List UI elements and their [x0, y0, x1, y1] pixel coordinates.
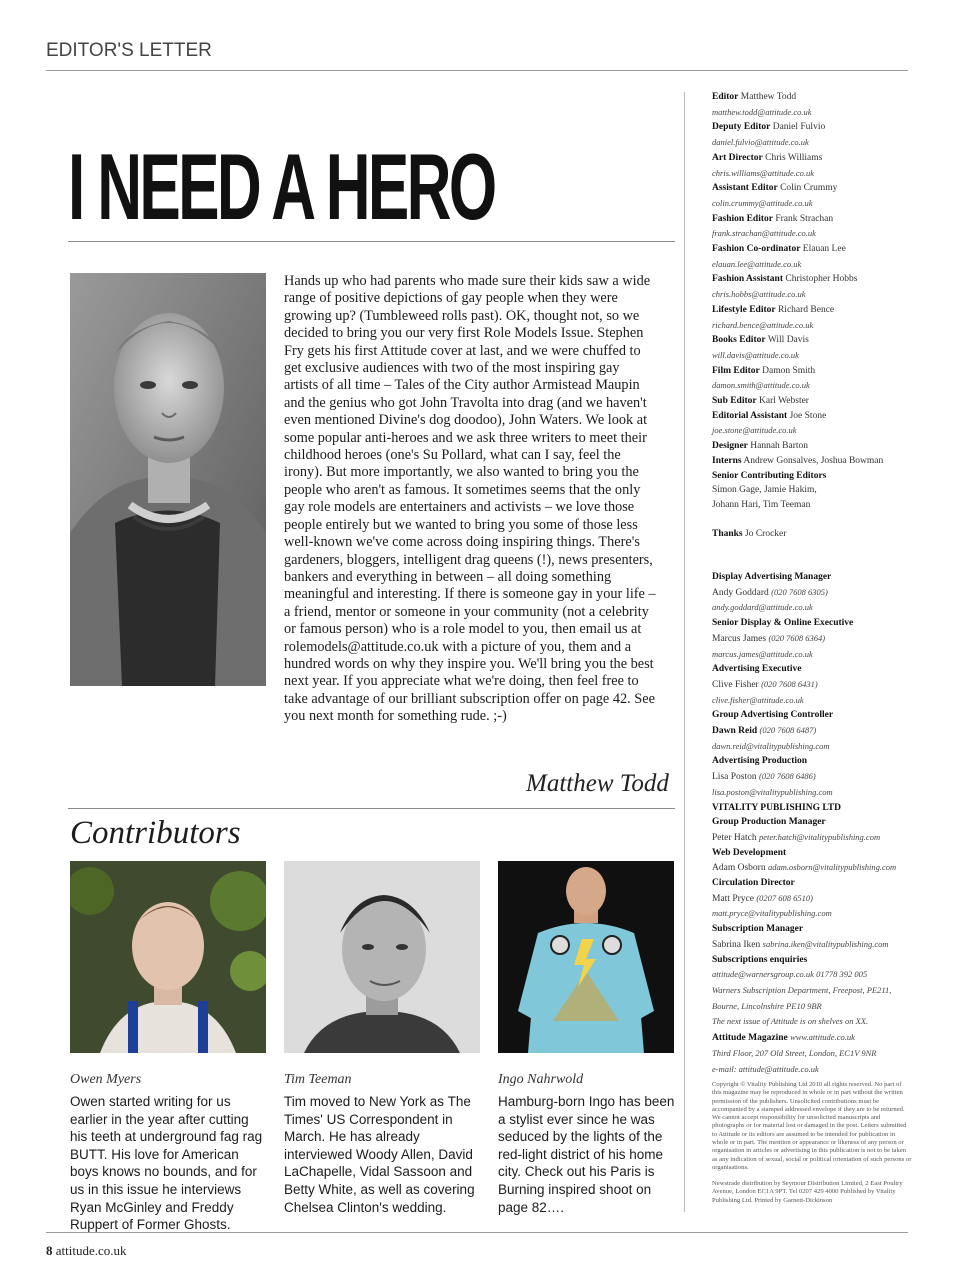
distribution-notice: Newstrade distribution by Seymour Distribution Limited, 2 East Poultry Avenue, London EC1A 9PT. Tel 0207 429 4000 Published by Vitality Publishing Ltd. Printed by Garnett-Dickinson — [712, 1180, 903, 1204]
contributor-photo-tim — [284, 861, 480, 1053]
ads-display-label: Display Advertising Manager — [712, 572, 832, 582]
top-rule — [46, 70, 908, 71]
mast-film: Film Editor Damon Smith — [712, 365, 816, 376]
mast-senior-label: Senior Contributing Editors — [712, 470, 827, 481]
editor-portrait — [70, 273, 266, 686]
mast-editor-email: matthew.todd@attitude.co.uk — [712, 106, 812, 117]
mast-film-email: damon.smith@attitude.co.uk — [712, 380, 810, 391]
masthead-advertising: Display Advertising Manager Andy Goddard (020 7608 6305) andy.goddard@attitude.co.uk Senior Display & Online Executive Marcus James (020 7608 6364) marcus.james@attitude.co.uk Advertising Executive Clive Fisher (020 7608 6431) clive.fisher@attitude.co.uk Group Advertising Controller Dawn Reid (020 7608 6487) dawn.reid@vitalitypublishing.com Advertising Production Lisa Poston (020 7608 6486) lisa.poston@vitalitypublishing.com VITALITY PUBLISHING LTD Group Production Manager Peter Hatch peter.hatch@vitalitypublishing.com Web Development Adam Osborn adam.osborn@vitalitypublishing.com Circulation Director Matt Pryce (0207 608 6510) matt.pryce@vitalitypublishing.com Subscription Manager Sabrina Iken sabrina.iken@vitalitypublishing.com Subscriptions enquiries attitude@warnersgroup.co.uk 01778 392 005 Warners Subscription Department, Freepost, PE211, Bourne, Lincolnshire PE10 9BR The next issue of Attitude is on shelves on XX. Attitude Magazine www.attitude.co.uk Third Floor, 207 Old Street, London, EC1V 9NR e-mail: attitude@attitude.co.uk — [712, 572, 897, 1074]
mast-books: Books Editor Will Davis — [712, 335, 809, 346]
mast-senior-line2: Johann Hari, Tim Teeman — [712, 499, 811, 510]
mast-interns: Interns Andrew Gonsalves, Joshua Bowman — [712, 455, 884, 466]
mast-deputy: Deputy Editor Daniel Fulvio — [712, 122, 826, 133]
headline: I NEED A HERO — [68, 134, 495, 239]
page-number: 8 — [46, 1243, 53, 1258]
mast-books-email: will.davis@attitude.co.uk — [712, 349, 799, 360]
mast-edassist: Editorial Assistant Joe Stone — [712, 410, 827, 421]
contributor-photo-ingo — [498, 861, 694, 1053]
contributor-name-tim: Tim Teeman — [284, 1072, 352, 1087]
page-footer — [46, 1243, 127, 1259]
mast-coord: Fashion Co-ordinator Elauan Lee — [712, 244, 846, 255]
mast-fashion-email: frank.strachan@attitude.co.uk — [712, 228, 816, 239]
mast-fassist: Fashion Assistant Christopher Hobbs — [712, 274, 858, 285]
contributor-name-owen: Owen Myers — [70, 1072, 142, 1087]
mast-editor: Editor Matthew Todd — [712, 92, 797, 102]
bottom-rule — [46, 1232, 908, 1233]
contributor-name-ingo: Ingo Nahrwold — [498, 1072, 584, 1087]
editor-letter-body — [284, 273, 656, 726]
editor-letter-paragraph: Hands up who had parents who made sure their kids saw a wide range of positive depictions of gay people when they were growing up? (Tumbleweed rolls past). OK, thought not, so we decided to bring you our very first Role Models Issue. Stephen Fry gets his first Attitude cover at last, and we were chuffed to get exclusive audiences with two of the most inspiring gay artists of all time – Tales of the City author Armistead Maupin and the genius who got John Travolta into drag (and we haven't even mentioned Divine's dog doodoo), John Waters. We look at some popular anti-heroes and we ask three writers to meet their childhood heroes (one's Su Pollard, what can I say, feel the irony). But more importantly, we also wanted to bring you the people who aren't as famous. It sometimes seems that the only gay role models are entertainers and activists – we love those people entirely but we wanted to bring you some of those less well-known we've come across doing inspiring things. There's gardeners, bloggers, intelligent drag queens (!), news presenters, bankers and everything in between – all doing something meaningful and interesting. If there is someone gay in your life – a friend, mentor or someone in your community (not a celebrity or famous person) who is a role model to you, then email us at rolemodels@attitude.co.uk with a picture of you, them and a hundred words on why they inspire you. We'll bring you the best next year. If you appreciate what we're doing, then feel free to take advantage of our brilliant subscription offer on page 42. See you next month for something rude. ;-) — [284, 273, 656, 725]
mast-thanks: Thanks Jo Crocker — [712, 529, 787, 540]
mast-senior-line1: Simon Gage, Jamie Hakim, — [712, 485, 817, 496]
mast-designer: Designer Hannah Barton — [712, 441, 809, 452]
section-label: EDITOR'S LETTER — [46, 40, 212, 61]
mast-deputy-email: daniel.fulvio@attitude.co.uk — [712, 137, 809, 148]
mast-assistant: Assistant Editor Colin Crummy — [712, 183, 838, 194]
copyright-notice: Copyright © Vitality Publishing Ltd 2010 all rights reserved. No part of this magazine may be reproduced in whole or in part without the written permission of the publishers. Unsolicited contributions must be accompanied by a stamped addressed envelope if they are to be returned. We cannot accept responsibility for unsolicited manuscripts and photographs or for material lost or damaged in the post. Letters submitted to Attitude or its editors are assumed to be intended for publication in whole or in part. The mention or appearance or likeness of any person or organisation in articles or advertising in this publication is not to be taken as any indication of sexual, social or political orientation of such persons or organisations. — [712, 1081, 912, 1171]
contributor-bio-owen: Owen started writing for us earlier in the year after cutting his teeth at underground fag rag BUTT. His love for American boys knows no bounds, and for us in this issue he interviews Ryan McGinley and Freddy Ruppert of Former Ghosts. — [70, 1094, 263, 1233]
publisher-name: VITALITY PUBLISHING LTD — [712, 802, 841, 813]
headline-rule — [68, 241, 675, 242]
mast-edassist-email: joe.stone@attitude.co.uk — [712, 425, 797, 436]
mast-lifestyle-email: richard.bence@attitude.co.uk — [712, 319, 814, 330]
contributor-photo-owen — [70, 861, 266, 1053]
editor-signature: Matthew Todd — [526, 770, 669, 797]
mast-coord-email: elauan.lee@attitude.co.uk — [712, 258, 802, 269]
masthead-editorial — [712, 90, 912, 542]
mast-assistant-email: colin.crummy@attitude.co.uk — [712, 197, 813, 208]
contributor-bio-tim: Tim moved to New York as The Times' US Correspondent in March. He has already interviewed Woody Allen, David LaChapelle, Vidal Sassoon and Betty White, as well as covering Chelsea Clinton's wedding. — [284, 1094, 475, 1215]
mast-fashion: Fashion Editor Frank Strachan — [712, 213, 834, 224]
mast-art-email: chris.williams@attitude.co.uk — [712, 167, 815, 178]
contributors-rule — [68, 808, 675, 809]
column-rule — [684, 92, 685, 1212]
mast-lifestyle: Lifestyle Editor Richard Bence — [712, 304, 835, 315]
mast-fassist-email: chris.hobbs@attitude.co.uk — [712, 289, 806, 300]
contributors-title: Contributors — [70, 815, 241, 851]
mast-art: Art Director Chris Williams — [712, 152, 823, 163]
contributor-bio-ingo: Hamburg-born Ingo has been a stylist ever since he was seduced by the lights of the red-light district of his home city. Check out his Paris is Burning inspired shoot on page 82…. — [498, 1094, 675, 1215]
site-url: attitude.co.uk — [55, 1243, 127, 1258]
mast-sub: Sub Editor Karl Webster — [712, 396, 809, 407]
